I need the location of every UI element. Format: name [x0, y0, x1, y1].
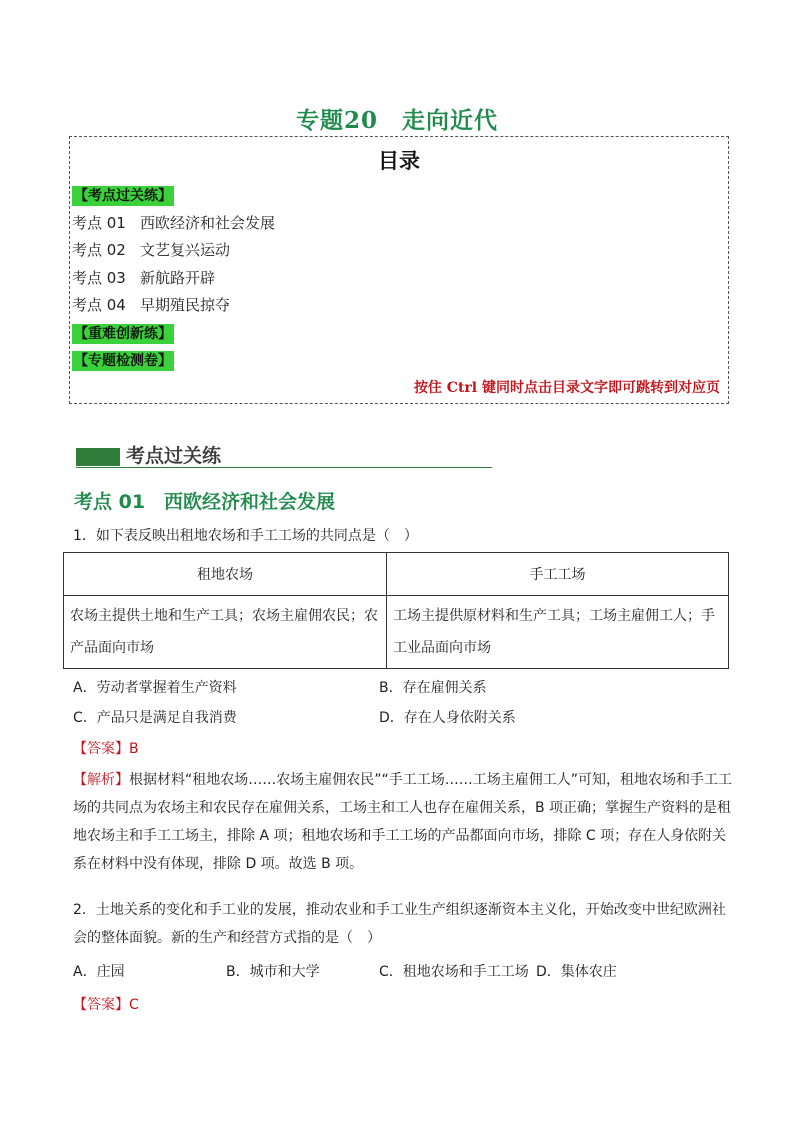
section-banner: 考点过关练 [126, 445, 222, 467]
toc-item-3[interactable]: 考点 03 新航路开辟 [72, 269, 216, 287]
table-of-contents [69, 136, 729, 404]
q2-option-a: A．庄园 [73, 964, 125, 980]
table-header-workshop: 手工工场 [387, 553, 729, 596]
q1-analysis: 【解析】根据材料“租地农场……农场主雇佣农民”“手工工场……工场主雇佣工人”可知，租地农场和手工工 场的共同点为农场主和农民存在雇佣关系，工场主和工人也存在雇佣关系，B 项正确；掌握生产资料的是租 地农场主和手工工场主，排除 A 项；租地农场和手工工场的产品都面向市场，排除 C 项；存在人身依附关 系在材料中没有体现，排除 D 项。故选 B 项。 [73, 772, 733, 872]
q1-option-b: B．存在雇佣关系 [379, 680, 487, 696]
q2-option-d: D．集体农庄 [536, 964, 617, 980]
banner-marker [76, 448, 120, 466]
page-title: 专题20 走向近代 [295, 107, 498, 134]
q1-answer: 【答案】B [73, 741, 139, 757]
toc-item-4[interactable]: 考点 04 早期殖民掠夺 [72, 296, 231, 314]
toc-heading: 目录 [378, 149, 420, 173]
toc-tag-practice[interactable]: 【考点过关练】 [74, 188, 172, 204]
toc-item-2[interactable]: 考点 02 文艺复兴运动 [72, 241, 231, 259]
q2-answer: 【答案】C [73, 997, 139, 1013]
q1-option-c: C．产品只是满足自我消费 [73, 710, 237, 726]
q2-option-b: B．城市和大学 [226, 964, 320, 980]
q1-table [63, 552, 729, 669]
q1-stem: 1．如下表反映出租地农场和手工工场的共同点是（ ） [73, 528, 418, 544]
q1-option-a: A．劳动者掌握着生产资料 [73, 680, 237, 696]
q2-stem: 2．土地关系的变化和手工业的发展，推动农业和手工业生产组织逐渐资本主义化，开始改变中世纪欧洲社 会的整体面貌。新的生产和经营方式指的是（ ） [73, 902, 726, 946]
toc-note: 按住 Ctrl 键同时点击目录文字即可跳转到对应页 [413, 380, 720, 396]
q2-option-c: C．租地农场和手工工场 [379, 964, 529, 980]
toc-tag-innovation[interactable]: 【重难创新练】 [74, 326, 172, 342]
section-heading: 考点 01 西欧经济和社会发展 [74, 491, 336, 513]
banner-underline [76, 467, 492, 468]
toc-item-1[interactable]: 考点 01 西欧经济和社会发展 [72, 214, 276, 232]
table-cell-workshop: 工场主提供原材料和生产工具；工场主雇佣工人；手 工业品面向市场 [387, 596, 729, 669]
table-cell-farm: 农场主提供土地和生产工具；农场主雇佣农民；农 产品面向市场 [64, 596, 387, 669]
table-header-farm: 租地农场 [64, 553, 387, 596]
q1-option-d: D．存在人身依附关系 [379, 710, 516, 726]
toc-tag-test[interactable]: 【专题检测卷】 [74, 353, 172, 369]
